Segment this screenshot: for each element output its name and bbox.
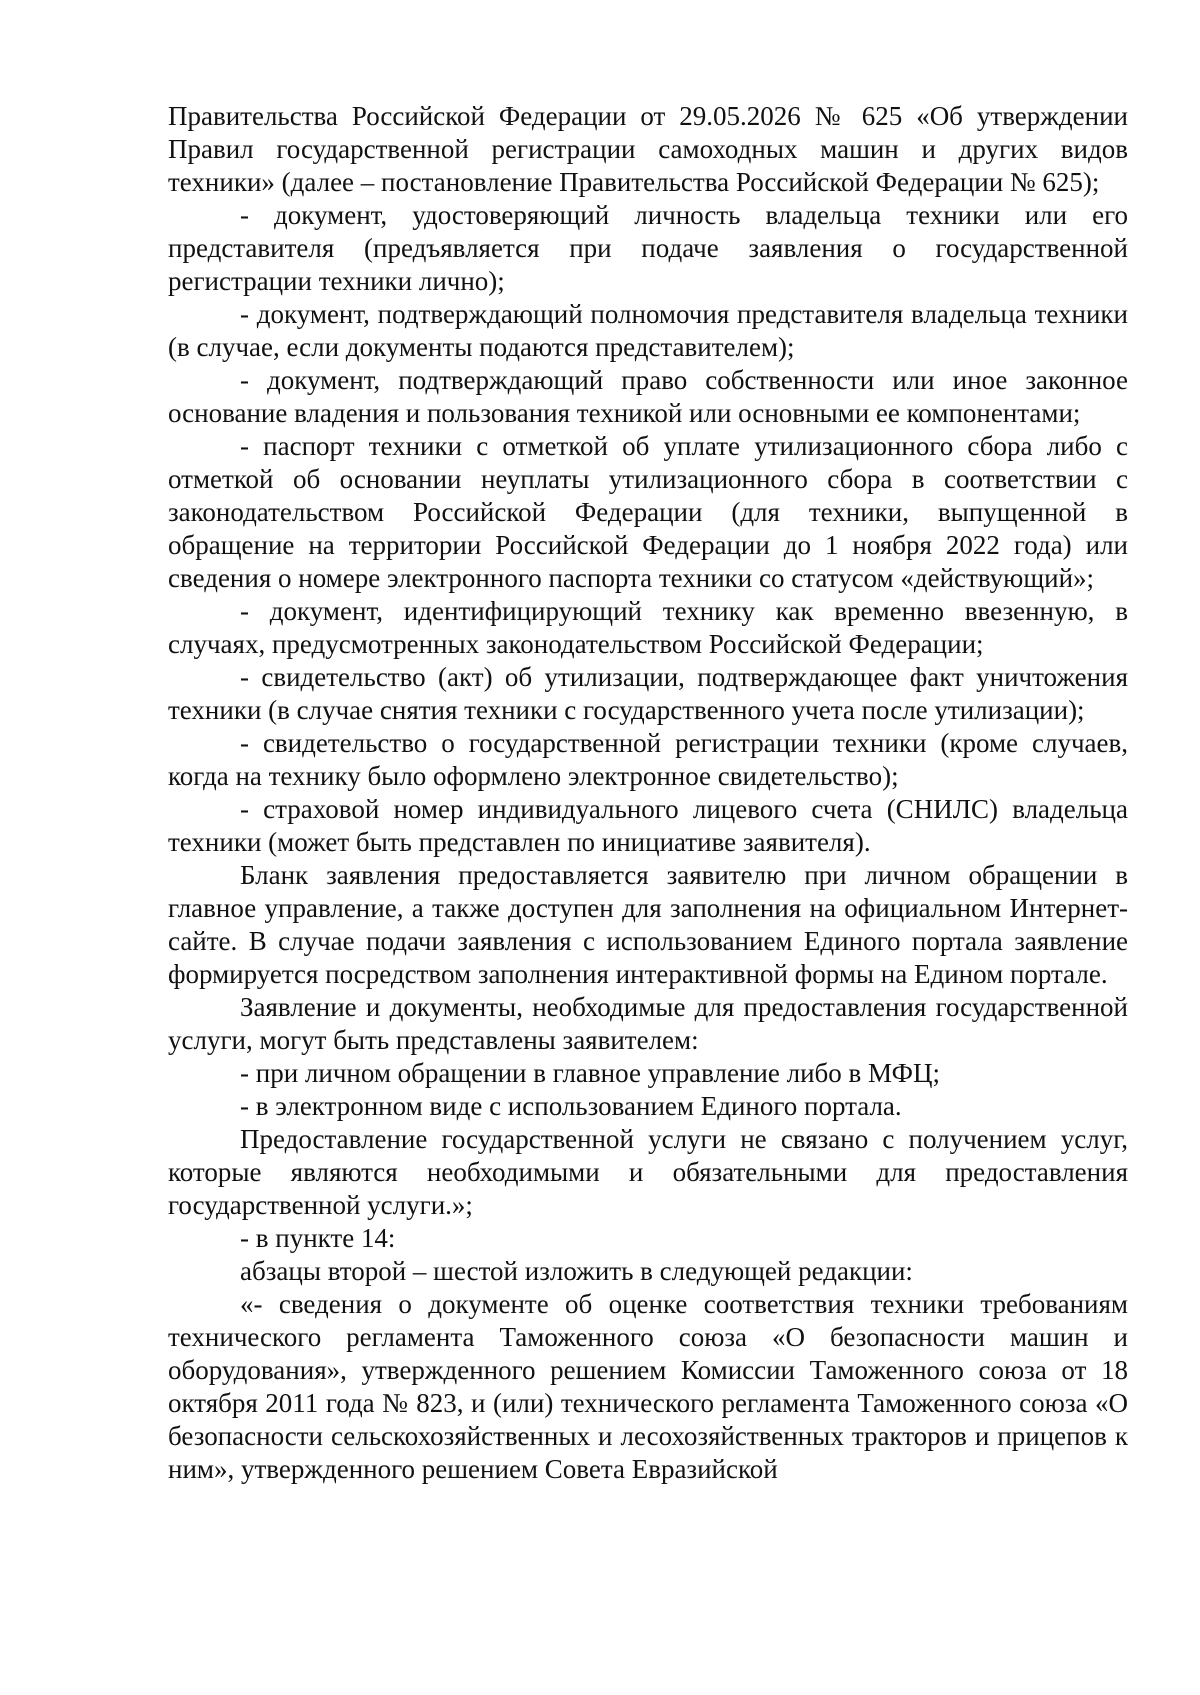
list-item-authority-document: - документ, подтверждающий полномочия представителя владельца техники (в случае, если документы подаются представителем); bbox=[168, 299, 1128, 362]
list-item-machine-passport: - паспорт техники с отметкой об уплате утилизационного сбора либо с отметкой об основании неуплаты утилизационного сбора в соответствии с законодательством Российской Федерации (для техники, выпущенной в обращение на территории Российской Федерации до 1 ноября 2022 года) или сведения о номере электронного паспорта техники со статусом «действующий»; bbox=[168, 431, 1128, 593]
list-item-registration-certificate: - свидетельство о государственной регистрации техники (кроме случаев, когда на технику было оформлено электронное свидетельство); bbox=[168, 728, 1128, 791]
list-item-recycling-certificate: - свидетельство (акт) об утилизации, подтверждающее факт уничтожения техники (в случае снятия техники с государственного учета после утилизации); bbox=[168, 662, 1128, 725]
paragraph-point-14: - в пункте 14: bbox=[240, 1223, 396, 1253]
list-item-temporary-import-document: - документ, идентифицирующий технику как временно ввезенную, в случаях, предусмотренных законодательством Российской Федерации; bbox=[168, 596, 1128, 659]
paragraph-intro: Правительства Российской Федерации от 29.05.2026 № 625 «Об утверждении Правил государственной регистрации самоходных машин и других видов техники» (далее – постановление Правительства Российской Федерации № 625); bbox=[168, 101, 1128, 197]
list-item-in-person: - при личном обращении в главное управление либо в МФЦ; bbox=[240, 1058, 940, 1088]
paragraph-conformity-info: «- сведения о документе об оценке соответствия техники требованиям технического регламента Таможенного союза «О безопасности машин и оборудования», утвержденного решением Комиссии Таможенного союза от 18 октября 2011 года № 823, и (или) технического регламента Таможенного союза «О безопасности сельскохозяйственных и лесохозяйственных тракторов и прицепов к ним», утвержденного решением Совета Евразийской bbox=[168, 1289, 1128, 1484]
document-page bbox=[168, 100, 1128, 1486]
paragraph-submission-methods: Заявление и документы, необходимые для предоставления государственной услуги, могут быть представлены заявителем: bbox=[168, 992, 1128, 1055]
list-item-ownership-document: - документ, подтверждающий право собственности или иное законное основание владения и пользования техникой или основными ее компонентами; bbox=[168, 365, 1128, 428]
list-item-electronic: - в электронном виде с использованием Единого портала. bbox=[240, 1091, 902, 1121]
list-item-snils: - страховой номер индивидуального лицевого счета (СНИЛС) владельца техники (может быть представлен по инициативе заявителя). bbox=[168, 794, 1128, 857]
paragraph-no-related-services: Предоставление государственной услуги не связано с получением услуг, которые являются необходимыми и обязательными для предоставления государственной услуги.»; bbox=[168, 1124, 1128, 1220]
paragraph-new-wording: абзацы второй – шестой изложить в следующей редакции: bbox=[240, 1256, 913, 1286]
list-item-identity-document: - документ, удостоверяющий личность владельца техники или его представителя (предъявляется при подаче заявления о государственной регистрации техники лично); bbox=[168, 200, 1128, 296]
paragraph-application-form: Бланк заявления предоставляется заявителю при личном обращении в главное управление, а также доступен для заполнения на официальном Интернет-сайте. В случае подачи заявления с использованием Единого портала заявление формируется посредством заполнения интерактивной формы на Едином портале. bbox=[168, 860, 1128, 989]
